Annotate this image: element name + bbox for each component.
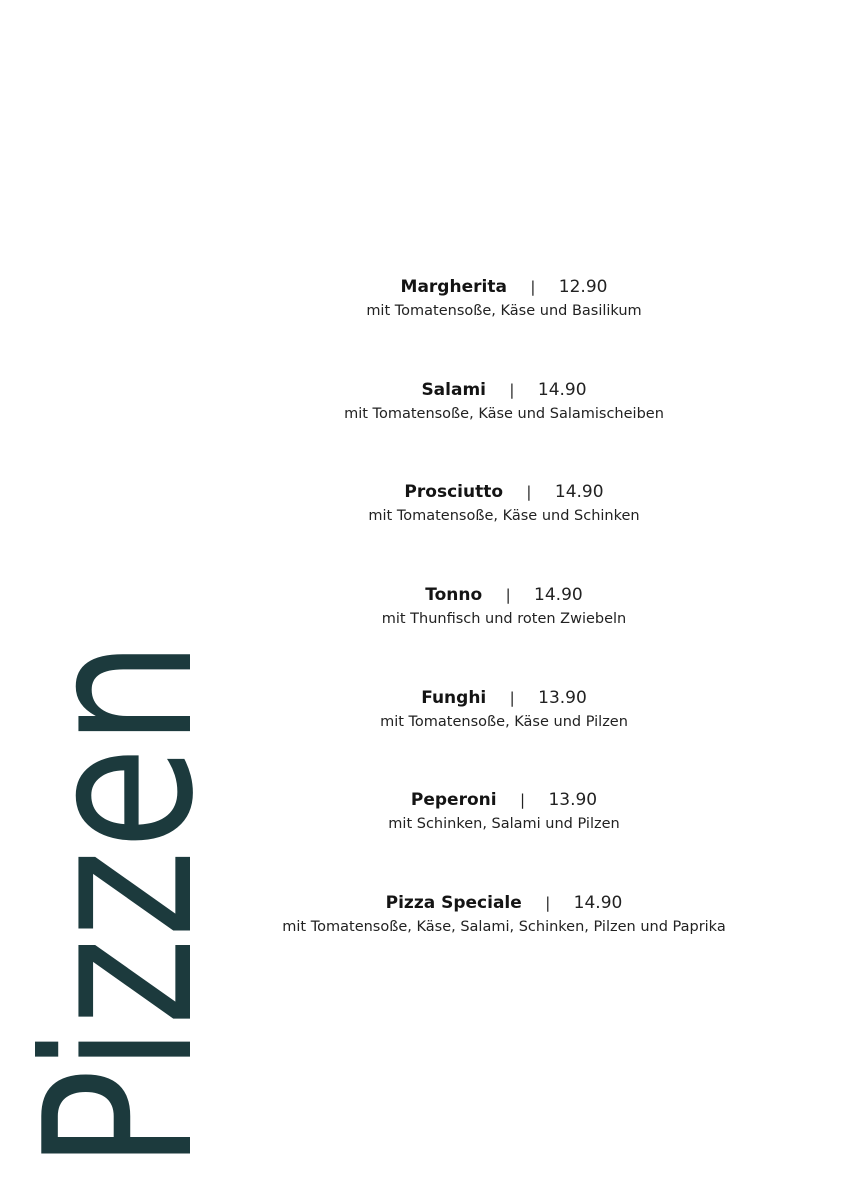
menu-item-name: Funghi	[421, 687, 487, 708]
menu-item-name: Margherita	[400, 277, 507, 297]
menu-item-description: mit Tomatensoße, Käse und Schinken	[368, 508, 640, 525]
menu-item-name: Pizza Speciale	[385, 893, 522, 914]
menu-item-description: mit Tomatensoße, Käse und Basilikum	[366, 303, 642, 319]
menu-item-price: 13.90	[548, 790, 598, 811]
menu-item-header	[254, 272, 754, 302]
menu-item-header	[254, 683, 754, 713]
menu-item-separator: |	[545, 894, 551, 913]
menu-item-description: mit Tomatensoße, Käse, Salami, Schinken, Pilzen und Paprika	[282, 919, 726, 936]
menu-item-header	[254, 477, 754, 507]
menu-item-separator: |	[509, 688, 515, 707]
page-title-vertical	[2, 525, 239, 1170]
menu-item-description: mit Schinken, Salami und Pilzen	[388, 816, 620, 833]
menu-item-price: 14.90	[534, 585, 583, 606]
menu-item-price: 14.90	[554, 482, 604, 503]
menu-item-header	[254, 888, 754, 918]
menu-item	[254, 272, 754, 375]
menu-item-name: Tonno	[425, 585, 483, 606]
menu-item	[254, 375, 754, 478]
menu-item-description: mit Tomatensoße, Käse und Pilzen	[380, 713, 628, 730]
menu-item	[254, 683, 754, 786]
menu-item-separator: |	[519, 791, 526, 810]
menu-item-description: mit Tomatensoße, Käse und Salamischeiben	[344, 405, 664, 422]
menu-item-description: mit Thunfisch und roten Zwiebeln	[381, 611, 627, 628]
menu-item-price: 13.90	[538, 687, 587, 708]
page-title-svg	[2, 525, 239, 1170]
menu-item-separator: |	[505, 586, 511, 605]
menu-item	[254, 785, 754, 888]
menu-item-separator: |	[526, 483, 532, 502]
menu-list	[254, 272, 754, 991]
menu-item-header	[254, 785, 754, 815]
menu-item-header	[254, 580, 754, 610]
menu-item-price: 12.90	[558, 277, 608, 297]
menu-item-separator: |	[530, 278, 536, 296]
menu-item	[254, 580, 754, 683]
menu-item-header	[254, 375, 754, 405]
menu-item-price: 14.90	[537, 379, 587, 400]
menu-item	[254, 477, 754, 580]
menu-item	[254, 888, 754, 991]
menu-item-price: 14.90	[573, 893, 623, 914]
menu-item-name: Peperoni	[410, 790, 497, 811]
page-title: Pizzen	[2, 525, 239, 1170]
menu-item-separator: |	[509, 380, 515, 399]
menu-item-name: Prosciutto	[404, 482, 504, 503]
menu-item-name: Salami	[421, 379, 486, 400]
